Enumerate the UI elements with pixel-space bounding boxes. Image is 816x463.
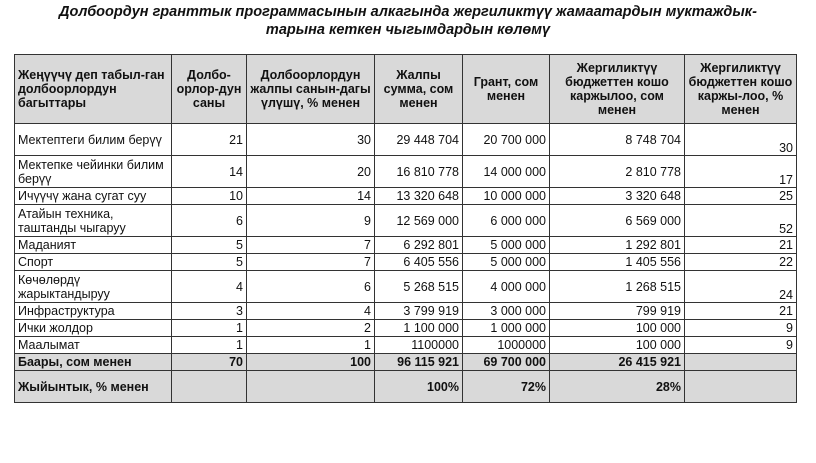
total-sum: 96 115 921: [375, 354, 463, 371]
total-grant: 69 700 000: [463, 354, 550, 371]
cell-total: 29 448 704: [375, 124, 463, 156]
share-row: [15, 371, 797, 403]
cell-grant: 10 000 000: [463, 188, 550, 205]
cell-count: 4: [172, 271, 247, 303]
cell-cofin: 100 000: [550, 337, 685, 354]
cell-count: 1: [172, 337, 247, 354]
cell-grant: 1 000 000: [463, 320, 550, 337]
expenditure-table: [14, 54, 797, 403]
cell-direction: Мектептеги билим берүү: [15, 124, 172, 156]
cell-share: 2: [247, 320, 375, 337]
cell-cofin: 799 919: [550, 303, 685, 320]
cell-cofin: 1 268 515: [550, 271, 685, 303]
cell-share: 9: [247, 205, 375, 237]
cell-cofin-pct: 21: [685, 237, 797, 254]
table-row: [15, 237, 797, 254]
header-share: Долбоорлордун жалпы санын-дагы үлүшү, % менен: [247, 55, 375, 124]
cell-cofin-pct: 24: [685, 271, 797, 303]
total-count: 70: [172, 354, 247, 371]
cell-count: 3: [172, 303, 247, 320]
cell-cofin: 8 748 704: [550, 124, 685, 156]
table-row: [15, 303, 797, 320]
header-cofin: Жергиликтүү бюджеттен кошо каржылоо, сом менен: [550, 55, 685, 124]
share-share: [247, 371, 375, 403]
cell-cofin-pct: 25: [685, 188, 797, 205]
share-cofin-pct: [685, 371, 797, 403]
cell-grant: 14 000 000: [463, 156, 550, 188]
cell-share: 1: [247, 337, 375, 354]
header-direction: Жеңүүчү деп табыл-ган долбоорлордун багыттары: [15, 55, 172, 124]
cell-cofin: 6 569 000: [550, 205, 685, 237]
cell-cofin-pct: 21: [685, 303, 797, 320]
cell-count: 10: [172, 188, 247, 205]
table-row: [15, 205, 797, 237]
total-share: 100: [247, 354, 375, 371]
cell-share: 20: [247, 156, 375, 188]
table-row: [15, 156, 797, 188]
cell-direction: Ичүүчү жана сугат суу: [15, 188, 172, 205]
cell-share: 6: [247, 271, 375, 303]
cell-direction: Мектепке чейинки билим берүү: [15, 156, 172, 188]
cell-share: 14: [247, 188, 375, 205]
cell-count: 5: [172, 254, 247, 271]
total-row: [15, 354, 797, 371]
header-count: Долбо-орлор-дун саны: [172, 55, 247, 124]
cell-grant: 20 700 000: [463, 124, 550, 156]
cell-direction: Атайын техника, таштанды чыгаруу: [15, 205, 172, 237]
total-label: Баары, сом менен: [15, 354, 172, 371]
cell-total: 16 810 778: [375, 156, 463, 188]
cell-total: 6 292 801: [375, 237, 463, 254]
share-cofin: 28%: [550, 371, 685, 403]
header-total: Жалпы сумма, сом менен: [375, 55, 463, 124]
cell-cofin: 100 000: [550, 320, 685, 337]
share-total: 100%: [375, 371, 463, 403]
cell-total: 1100000: [375, 337, 463, 354]
cell-grant: 1000000: [463, 337, 550, 354]
cell-cofin: 1 405 556: [550, 254, 685, 271]
table-row: [15, 320, 797, 337]
cell-total: 1 100 000: [375, 320, 463, 337]
cell-direction: Маалымат: [15, 337, 172, 354]
table-row: [15, 337, 797, 354]
cell-grant: 3 000 000: [463, 303, 550, 320]
cell-grant: 6 000 000: [463, 205, 550, 237]
cell-total: 6 405 556: [375, 254, 463, 271]
cell-cofin-pct: 30: [685, 124, 797, 156]
total-cofin-pct: [685, 354, 797, 371]
cell-total: 13 320 648: [375, 188, 463, 205]
cell-cofin: 2 810 778: [550, 156, 685, 188]
cell-direction: Спорт: [15, 254, 172, 271]
document-title: [8, 3, 808, 39]
cell-cofin-pct: 22: [685, 254, 797, 271]
table-row: [15, 124, 797, 156]
cell-count: 1: [172, 320, 247, 337]
cell-cofin: 1 292 801: [550, 237, 685, 254]
cell-share: 4: [247, 303, 375, 320]
cell-count: 14: [172, 156, 247, 188]
cell-total: 5 268 515: [375, 271, 463, 303]
cell-share: 30: [247, 124, 375, 156]
cell-total: 3 799 919: [375, 303, 463, 320]
cell-grant: 4 000 000: [463, 271, 550, 303]
cell-cofin-pct: 9: [685, 337, 797, 354]
cell-cofin: 3 320 648: [550, 188, 685, 205]
total-cofin: 26 415 921: [550, 354, 685, 371]
header-cofin-pct: Жергиликтүү бюджеттен кошо каржы-лоо, % менен: [685, 55, 797, 124]
cell-share: 7: [247, 254, 375, 271]
title-line-1: Долбоордун гранттык программасынын алкагында жергиликтүү жамаатардын муктаждык-: [59, 4, 757, 20]
cell-direction: Маданият: [15, 237, 172, 254]
cell-share: 7: [247, 237, 375, 254]
cell-direction: Көчөлөрдү жарыктандыруу: [15, 271, 172, 303]
table-row: [15, 254, 797, 271]
share-grant: 72%: [463, 371, 550, 403]
header-row: [15, 55, 797, 124]
cell-cofin-pct: 17: [685, 156, 797, 188]
cell-total: 12 569 000: [375, 205, 463, 237]
cell-cofin-pct: 52: [685, 205, 797, 237]
cell-grant: 5 000 000: [463, 237, 550, 254]
table-row: [15, 188, 797, 205]
header-grant: Грант, сом менен: [463, 55, 550, 124]
cell-count: 5: [172, 237, 247, 254]
table-row: [15, 271, 797, 303]
cell-grant: 5 000 000: [463, 254, 550, 271]
cell-direction: Инфраструктура: [15, 303, 172, 320]
cell-count: 6: [172, 205, 247, 237]
title-line-2: тарына кеткен чыгымдардын көлөмү: [265, 22, 551, 38]
share-count: [172, 371, 247, 403]
cell-direction: Ички жолдор: [15, 320, 172, 337]
share-label: Жыйынтык, % менен: [15, 371, 172, 403]
cell-count: 21: [172, 124, 247, 156]
cell-cofin-pct: 9: [685, 320, 797, 337]
